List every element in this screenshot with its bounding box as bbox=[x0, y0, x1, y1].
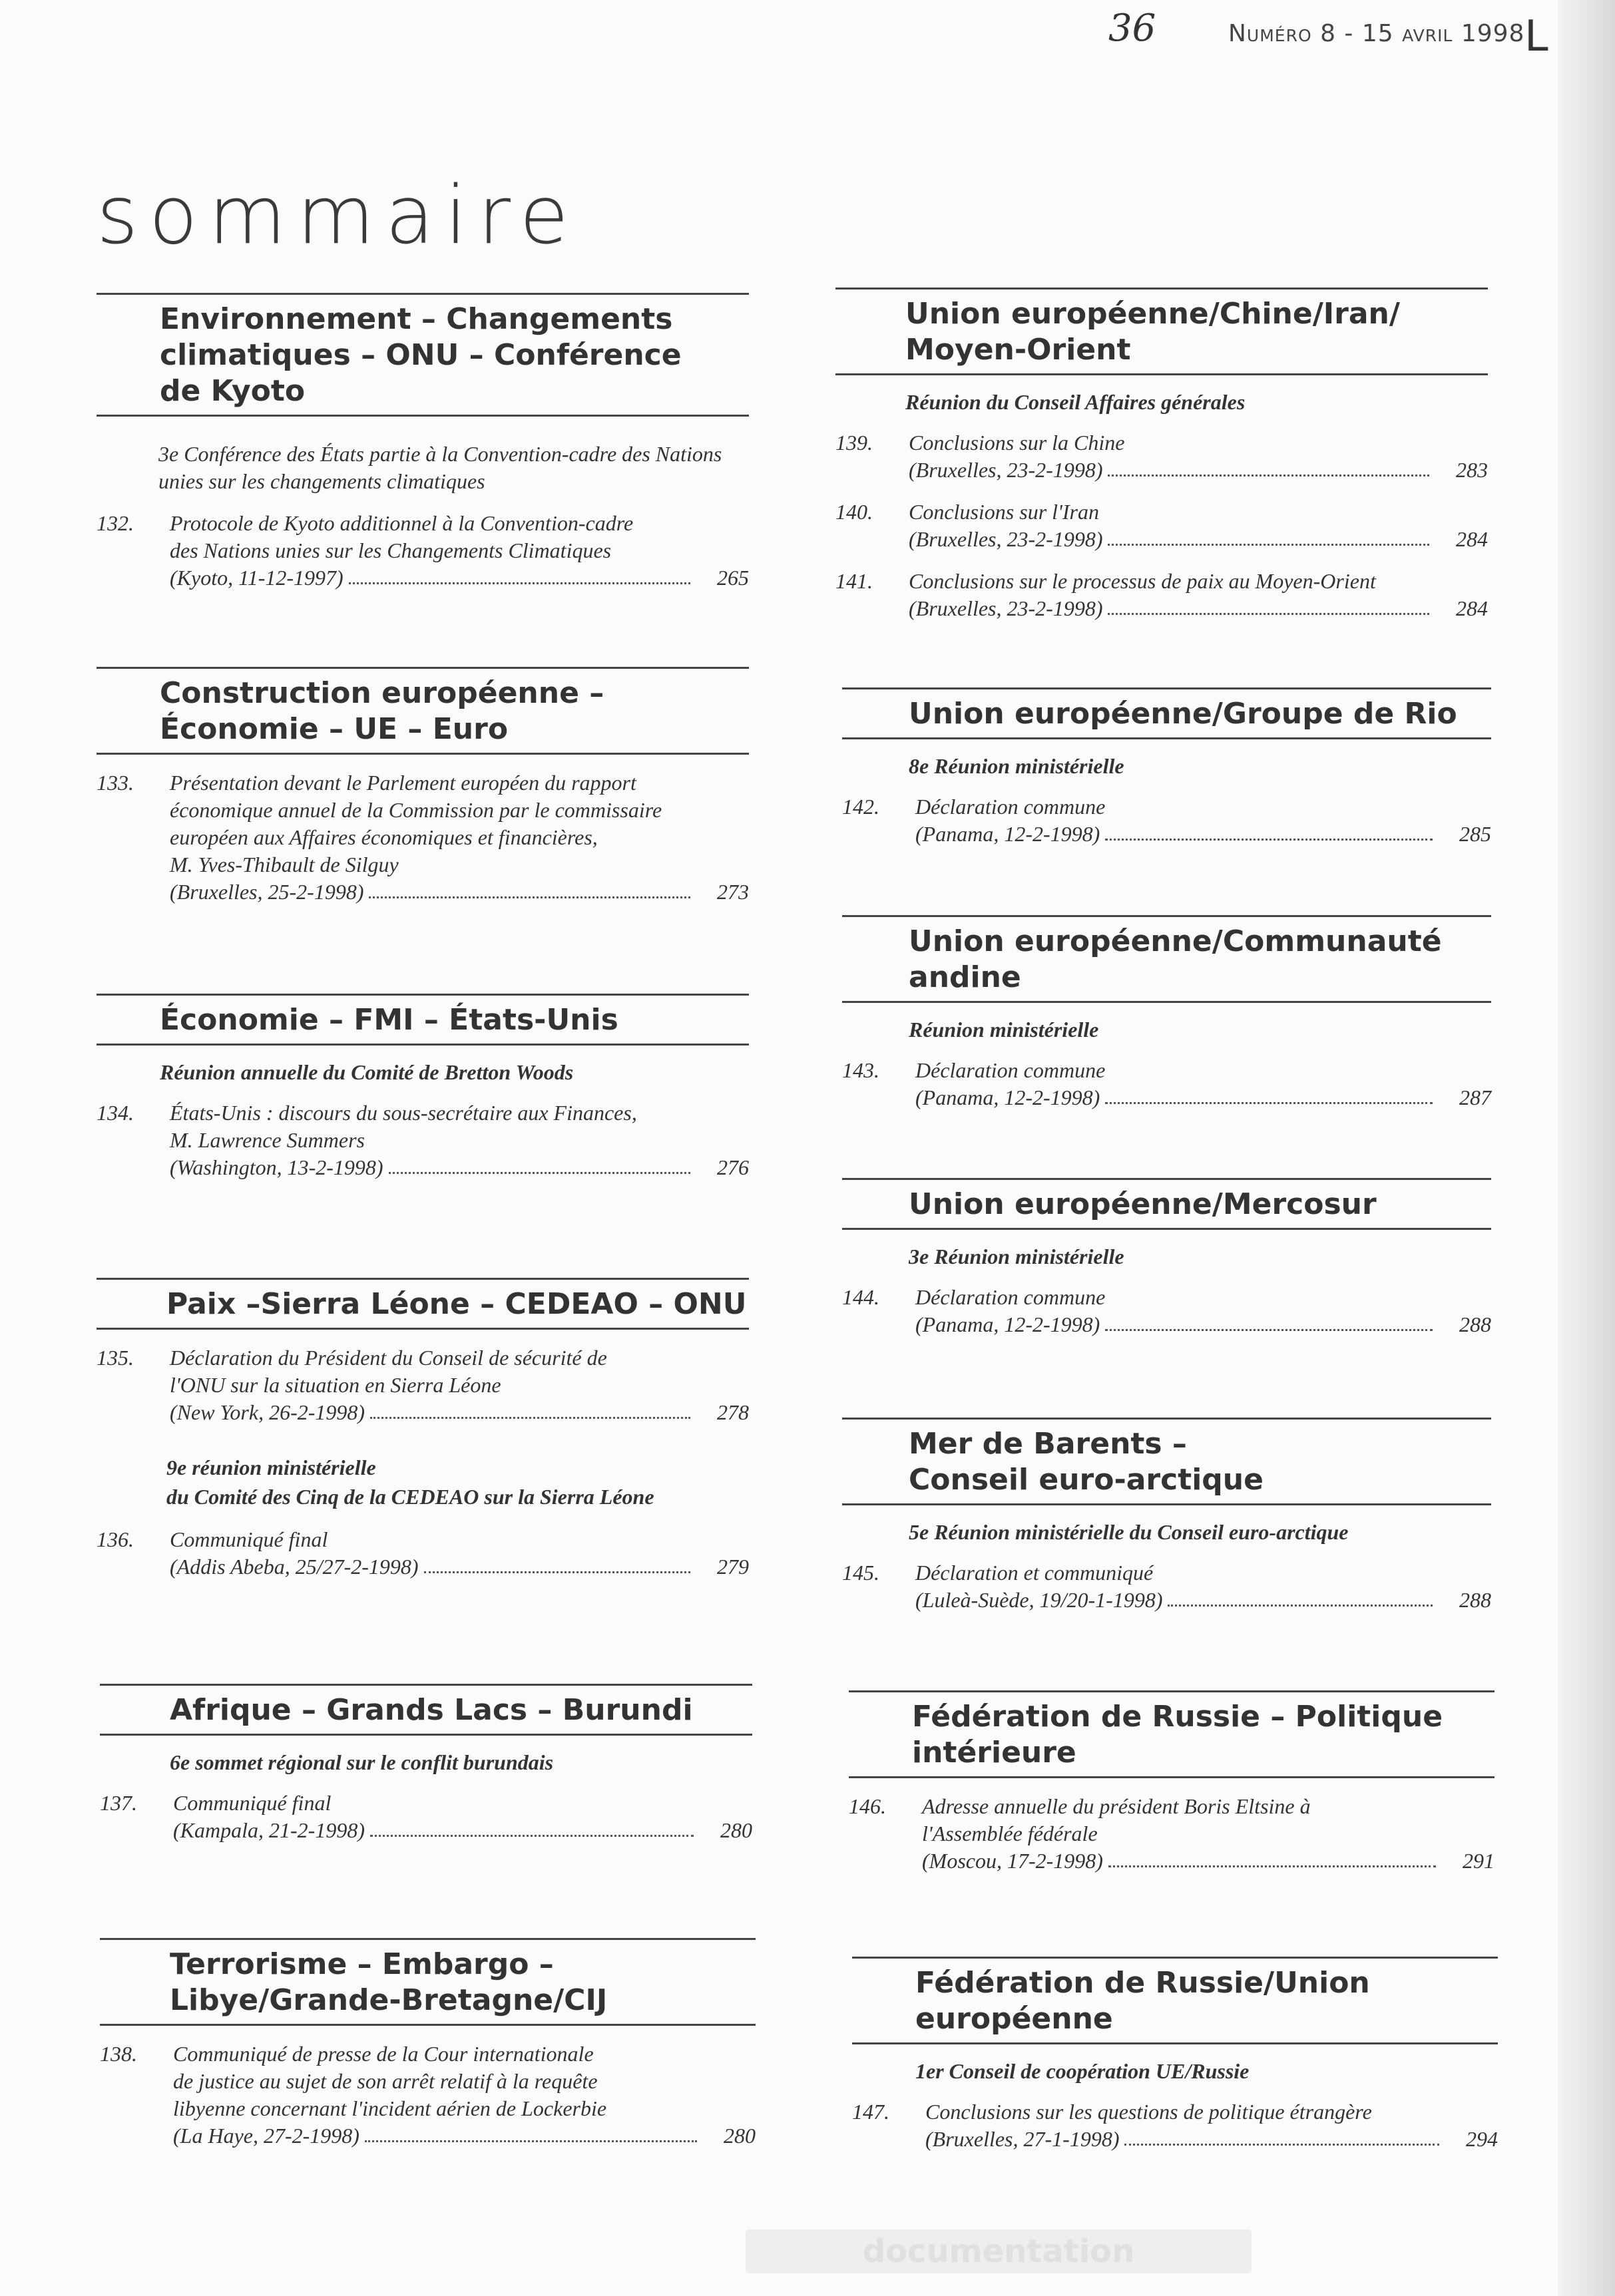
section-heading bbox=[842, 917, 1491, 1001]
entry-last-line bbox=[170, 564, 749, 592]
entry-number: 135. bbox=[97, 1346, 134, 1370]
entries-list bbox=[842, 793, 1491, 848]
entry-place-date: (Bruxelles, 23-2-1998) bbox=[909, 596, 1103, 620]
entry-number: 146. bbox=[849, 1794, 886, 1818]
entry-place-date: (Bruxelles, 23-2-1998) bbox=[909, 527, 1103, 551]
toc-entry bbox=[835, 568, 1488, 622]
section-heading bbox=[100, 1686, 752, 1734]
entry-number: 132. bbox=[97, 511, 134, 535]
entry-text bbox=[915, 1057, 1491, 1111]
entry-place-date: (Kyoto, 11-12-1997) bbox=[170, 566, 344, 590]
entry-text bbox=[170, 510, 749, 592]
entry-last-line bbox=[173, 2122, 756, 2150]
heading-line: Libye/Grande-Bretagne/CIJ bbox=[170, 1983, 608, 2017]
subheading-line: 3e Conférence des États partie à la Convention-cadre des Nations unies sur les changements climatiques bbox=[158, 442, 722, 493]
entry-line: Conclusions sur le processus de paix au Moyen-Orient bbox=[909, 569, 1376, 593]
heading-line: Paix –Sierra Léone – CEDEAO – ONU bbox=[166, 1287, 747, 1321]
entry-last-line bbox=[922, 1847, 1495, 1875]
page-number: 276 bbox=[717, 1155, 749, 1179]
issue-header: Numéro 8 - 15 avril 1998 bbox=[1228, 20, 1525, 47]
toc-entry bbox=[97, 1099, 749, 1181]
entry-place-date: (Bruxelles, 27-1-1998) bbox=[925, 2127, 1120, 2151]
entry-line: Protocole de Kyoto additionnel à la Convention-cadre bbox=[170, 511, 634, 535]
section-heading bbox=[852, 1959, 1498, 2042]
entry-place-date: (Bruxelles, 23-2-1998) bbox=[909, 458, 1103, 482]
section-ue-communaute-andine bbox=[842, 915, 1491, 1111]
section-subheading: 1er Conseil de coopération UE/Russie bbox=[915, 2059, 1250, 2083]
section-subheading: Réunion annuelle du Comité de Bretton Woods bbox=[160, 1060, 574, 1084]
section-bottom-rule bbox=[842, 1001, 1491, 1003]
dot-leader bbox=[349, 582, 690, 584]
entries-list bbox=[842, 1559, 1491, 1614]
entry-line: Déclaration commune bbox=[915, 1058, 1106, 1082]
section-bottom-rule bbox=[842, 1228, 1491, 1230]
entry-line: européen aux Affaires économiques et financières, bbox=[170, 825, 598, 849]
entry-line: Présentation devant le Parlement européen du rapport bbox=[170, 771, 636, 795]
page-title: sommaire bbox=[97, 170, 580, 262]
heading-line: climatiques – ONU – Conférence bbox=[160, 338, 682, 372]
entry-text bbox=[915, 1559, 1491, 1614]
entry-place-date: (Panama, 12-2-1998) bbox=[915, 1085, 1100, 1109]
heading-line: Environnement – Changements bbox=[160, 302, 673, 336]
page-edge-shadow bbox=[1558, 0, 1615, 2296]
toc-entry bbox=[97, 769, 749, 906]
toc-entry bbox=[852, 2098, 1498, 2153]
entry-text bbox=[915, 1284, 1491, 1338]
dot-leader bbox=[1108, 475, 1429, 477]
entry-last-line bbox=[173, 1817, 752, 1844]
section-grands-lacs bbox=[100, 1684, 752, 1844]
entries-list bbox=[852, 2098, 1498, 2153]
entry-number: 137. bbox=[100, 1791, 137, 1815]
section-subheading bbox=[97, 441, 749, 495]
section-subheading: 8e Réunion ministérielle bbox=[909, 754, 1124, 778]
entry-place-date: (La Haye, 27-2-1998) bbox=[173, 2124, 359, 2148]
entry-line: Déclaration et communiqué bbox=[915, 1561, 1154, 1585]
entry-line: des Nations unies sur les Changements Climatiques bbox=[170, 538, 612, 562]
entry-number: 133. bbox=[97, 771, 134, 795]
page-number: 265 bbox=[717, 566, 749, 590]
heading-line: Économie – UE – Euro bbox=[160, 712, 509, 746]
section-heading bbox=[849, 1692, 1495, 1776]
toc-entry bbox=[849, 1793, 1495, 1875]
entry-text bbox=[909, 498, 1488, 553]
entries-list bbox=[100, 2040, 756, 2150]
entry-line: Déclaration commune bbox=[915, 795, 1106, 819]
section-bottom-rule bbox=[835, 373, 1488, 375]
entry-line: Communiqué de presse de la Cour internationale bbox=[173, 2042, 594, 2066]
entry-place-date: (Moscou, 17-2-1998) bbox=[922, 1849, 1103, 1873]
dot-leader bbox=[365, 2140, 697, 2142]
heading-line: Union européenne/Chine/Iran/ bbox=[905, 297, 1400, 331]
entry-last-line bbox=[170, 1154, 749, 1181]
toc-entry bbox=[100, 1790, 752, 1844]
entry-line: l'Assemblée fédérale bbox=[922, 1821, 1098, 1845]
entry-place-date: (New York, 26-2-1998) bbox=[170, 1400, 365, 1424]
entry-last-line bbox=[909, 595, 1488, 622]
heading-line: Mer de Barents – bbox=[909, 1427, 1187, 1461]
section-bottom-rule bbox=[100, 2024, 756, 2026]
page-number: 283 bbox=[1456, 458, 1488, 482]
dot-leader bbox=[1105, 839, 1433, 841]
section-sierra-leone bbox=[97, 1278, 749, 1581]
heading-line: Union européenne/Mercosur bbox=[909, 1187, 1377, 1221]
section-bottom-rule bbox=[97, 1044, 749, 1046]
page-number: 294 bbox=[1466, 2127, 1498, 2151]
heading-line: Union européenne/Communauté bbox=[909, 924, 1442, 958]
heading-line: Conseil euro-arctique bbox=[909, 1463, 1264, 1497]
entry-last-line bbox=[915, 1084, 1491, 1111]
entry-last-line bbox=[909, 526, 1488, 553]
toc-entry bbox=[97, 1526, 749, 1581]
entry-line: économique annuel de la Commission par le commissaire bbox=[170, 798, 662, 822]
entry-place-date: (Kampala, 21-2-1998) bbox=[173, 1818, 365, 1842]
section-bottom-rule bbox=[842, 1503, 1491, 1505]
entry-line: Communiqué final bbox=[173, 1791, 332, 1815]
dot-leader bbox=[370, 1417, 690, 1419]
entry-line: Conclusions sur l'Iran bbox=[909, 500, 1099, 524]
section-subheading: Réunion ministérielle bbox=[909, 1018, 1099, 1042]
entries-list bbox=[835, 429, 1488, 622]
page-number: 280 bbox=[720, 1818, 752, 1842]
section-heading bbox=[97, 996, 749, 1044]
toc-entry bbox=[835, 429, 1488, 484]
entry-number: 139. bbox=[835, 431, 873, 455]
section-bottom-rule bbox=[852, 2042, 1498, 2044]
toc-entry bbox=[100, 2040, 756, 2150]
section-heading bbox=[100, 1940, 756, 2024]
section-subheading bbox=[97, 1453, 749, 1511]
bottom-watermark: documentation bbox=[746, 2229, 1252, 2273]
heading-line: Terrorisme – Embargo – bbox=[170, 1947, 554, 1981]
section-construction-europeenne bbox=[97, 667, 749, 906]
entry-place-date: (Luleà-Suède, 19/20-1-1998) bbox=[915, 1588, 1163, 1612]
entries-list bbox=[849, 1793, 1495, 1875]
dot-leader bbox=[389, 1172, 690, 1174]
entry-line: Adresse annuelle du président Boris Eltsine à bbox=[922, 1794, 1311, 1818]
page-number: 284 bbox=[1456, 527, 1488, 551]
page-number: 285 bbox=[1459, 822, 1491, 846]
entry-last-line bbox=[925, 2126, 1498, 2153]
toc-entry bbox=[842, 793, 1491, 848]
entry-last-line bbox=[915, 821, 1491, 848]
dot-leader bbox=[1108, 1865, 1436, 1867]
section-heading bbox=[842, 689, 1491, 737]
entries-list bbox=[97, 1526, 749, 1581]
entries-list bbox=[97, 1099, 749, 1181]
entry-last-line bbox=[909, 457, 1488, 484]
section-bottom-rule bbox=[97, 753, 749, 755]
section-economie-fmi bbox=[97, 994, 749, 1181]
heading-line: européenne bbox=[915, 2002, 1113, 2036]
page-number: 288 bbox=[1459, 1588, 1491, 1612]
toc-entry bbox=[97, 510, 749, 592]
entry-text bbox=[170, 1344, 749, 1426]
section-mer-de-barents bbox=[842, 1418, 1491, 1614]
entry-line: Déclaration du Président du Conseil de sécurité de bbox=[170, 1346, 607, 1370]
entry-text bbox=[170, 769, 749, 906]
heading-line: Construction européenne – bbox=[160, 676, 604, 710]
toc-entry bbox=[97, 1344, 749, 1426]
section-ue-chine-iran bbox=[835, 287, 1488, 622]
page-number: 278 bbox=[717, 1400, 749, 1424]
entry-last-line bbox=[915, 1311, 1491, 1338]
entry-line: de justice au sujet de son arrêt relatif à la requête bbox=[173, 2069, 598, 2093]
section-heading bbox=[97, 669, 749, 753]
section-heading bbox=[842, 1180, 1491, 1228]
entry-line: États-Unis : discours du sous-secrétaire aux Finances, bbox=[170, 1101, 637, 1125]
entry-number: 141. bbox=[835, 569, 873, 593]
section-russie-ue bbox=[852, 1957, 1498, 2153]
page-number: 273 bbox=[717, 880, 749, 904]
section-heading bbox=[835, 289, 1488, 373]
entry-line: l'ONU sur la situation en Sierra Léone bbox=[170, 1373, 501, 1397]
toc-entry bbox=[835, 498, 1488, 553]
entry-place-date: (Addis Abeba, 25/27-2-1998) bbox=[170, 1555, 419, 1579]
entry-place-date: (Bruxelles, 25-2-1998) bbox=[170, 880, 364, 904]
dot-leader bbox=[369, 896, 690, 898]
section-bottom-rule bbox=[100, 1734, 752, 1736]
toc-entry bbox=[842, 1057, 1491, 1111]
dot-leader bbox=[1105, 1329, 1433, 1331]
entry-number: 140. bbox=[835, 500, 873, 524]
section-heading bbox=[97, 295, 749, 415]
heading-line: Économie – FMI – États-Unis bbox=[160, 1003, 618, 1037]
section-subheading: 3e Réunion ministérielle bbox=[909, 1244, 1124, 1268]
entries-list bbox=[97, 769, 749, 906]
dot-leader bbox=[1108, 613, 1429, 615]
entry-line: M. Yves-Thibault de Silguy bbox=[170, 853, 399, 876]
entry-line: Conclusions sur les questions de politique étrangère bbox=[925, 2100, 1372, 2124]
section-heading bbox=[97, 1280, 749, 1328]
entry-text bbox=[173, 1790, 752, 1844]
entry-number: 147. bbox=[852, 2100, 889, 2124]
entry-text bbox=[173, 2040, 756, 2150]
entry-place-date: (Panama, 12-2-1998) bbox=[915, 1312, 1100, 1336]
entries-list bbox=[97, 1344, 749, 1426]
entry-line: Conclusions sur la Chine bbox=[909, 431, 1125, 455]
dot-leader bbox=[370, 1835, 694, 1837]
section-heading bbox=[842, 1420, 1491, 1503]
entry-number: 143. bbox=[842, 1058, 879, 1082]
heading-line: Moyen-Orient bbox=[905, 333, 1131, 367]
entry-number: 134. bbox=[97, 1101, 134, 1125]
entry-last-line bbox=[170, 1399, 749, 1426]
section-subheading: Réunion du Conseil Affaires générales bbox=[905, 390, 1246, 414]
section-bottom-rule bbox=[97, 1328, 749, 1330]
heading-line: Afrique – Grands Lacs – Burundi bbox=[170, 1693, 693, 1727]
entry-place-date: (Washington, 13-2-1998) bbox=[170, 1155, 383, 1179]
entry-last-line bbox=[915, 1587, 1491, 1614]
subheading-line: du Comité des Cinq de la CEDEAO sur la Sierra Léone bbox=[166, 1485, 654, 1509]
entry-last-line bbox=[170, 1553, 749, 1581]
entry-text bbox=[909, 429, 1488, 484]
dot-leader bbox=[1108, 544, 1429, 546]
entry-number: 142. bbox=[842, 795, 879, 819]
section-ue-mercosur bbox=[842, 1178, 1491, 1338]
entry-text bbox=[170, 1099, 749, 1181]
entries-list bbox=[100, 1790, 752, 1844]
entry-number: 136. bbox=[97, 1527, 134, 1551]
section-bottom-rule bbox=[842, 737, 1491, 739]
section-terrorisme bbox=[100, 1938, 756, 2150]
section-ue-groupe-rio bbox=[842, 687, 1491, 848]
section-bottom-rule bbox=[849, 1776, 1495, 1778]
entry-number: 138. bbox=[100, 2042, 137, 2066]
section-russie-politique bbox=[849, 1690, 1495, 1875]
heading-line: Union européenne/Groupe de Rio bbox=[909, 697, 1457, 731]
entry-text bbox=[922, 1793, 1495, 1875]
handwritten-letter: L bbox=[1524, 12, 1548, 61]
dot-leader bbox=[1105, 1102, 1433, 1104]
dot-leader bbox=[1168, 1605, 1433, 1607]
entry-text bbox=[915, 793, 1491, 848]
heading-line: andine bbox=[909, 960, 1021, 994]
entry-number: 144. bbox=[842, 1285, 879, 1309]
dot-leader bbox=[424, 1571, 690, 1573]
entry-text bbox=[925, 2098, 1498, 2153]
toc-entry bbox=[842, 1284, 1491, 1338]
entry-line: libyenne concernant l'incident aérien de Lockerbie bbox=[173, 2096, 607, 2120]
entry-text bbox=[909, 568, 1488, 622]
page-number: 279 bbox=[717, 1555, 749, 1579]
entry-number: 145. bbox=[842, 1561, 879, 1585]
entry-last-line bbox=[170, 878, 749, 906]
entry-text bbox=[170, 1526, 749, 1581]
section-bottom-rule bbox=[97, 415, 749, 417]
entry-place-date: (Panama, 12-2-1998) bbox=[915, 822, 1100, 846]
section-kyoto bbox=[97, 293, 749, 592]
entries-list bbox=[97, 510, 749, 592]
section-subheading: 6e sommet régional sur le conflit burundais bbox=[170, 1750, 554, 1774]
entry-line: Déclaration commune bbox=[915, 1285, 1106, 1309]
page-number: 280 bbox=[724, 2124, 756, 2148]
entries-list bbox=[842, 1284, 1491, 1338]
toc-entry bbox=[842, 1559, 1491, 1614]
page-number: 284 bbox=[1456, 596, 1488, 620]
dot-leader bbox=[1124, 2144, 1439, 2146]
page-number: 291 bbox=[1463, 1849, 1495, 1873]
entries-list bbox=[842, 1057, 1491, 1111]
page-number: 288 bbox=[1459, 1312, 1491, 1336]
subheading-line: 9e réunion ministérielle bbox=[166, 1455, 376, 1479]
entry-line: M. Lawrence Summers bbox=[170, 1128, 365, 1152]
heading-line: Fédération de Russie – Politique bbox=[912, 1700, 1443, 1734]
handwritten-number: 36 bbox=[1108, 7, 1156, 50]
entry-line: Communiqué final bbox=[170, 1527, 328, 1551]
section-subheading: 5e Réunion ministérielle du Conseil euro-arctique bbox=[909, 1520, 1349, 1544]
heading-line: de Kyoto bbox=[160, 374, 306, 408]
heading-line: intérieure bbox=[912, 1736, 1076, 1770]
page-number: 287 bbox=[1459, 1085, 1491, 1109]
heading-line: Fédération de Russie/Union bbox=[915, 1966, 1370, 2000]
